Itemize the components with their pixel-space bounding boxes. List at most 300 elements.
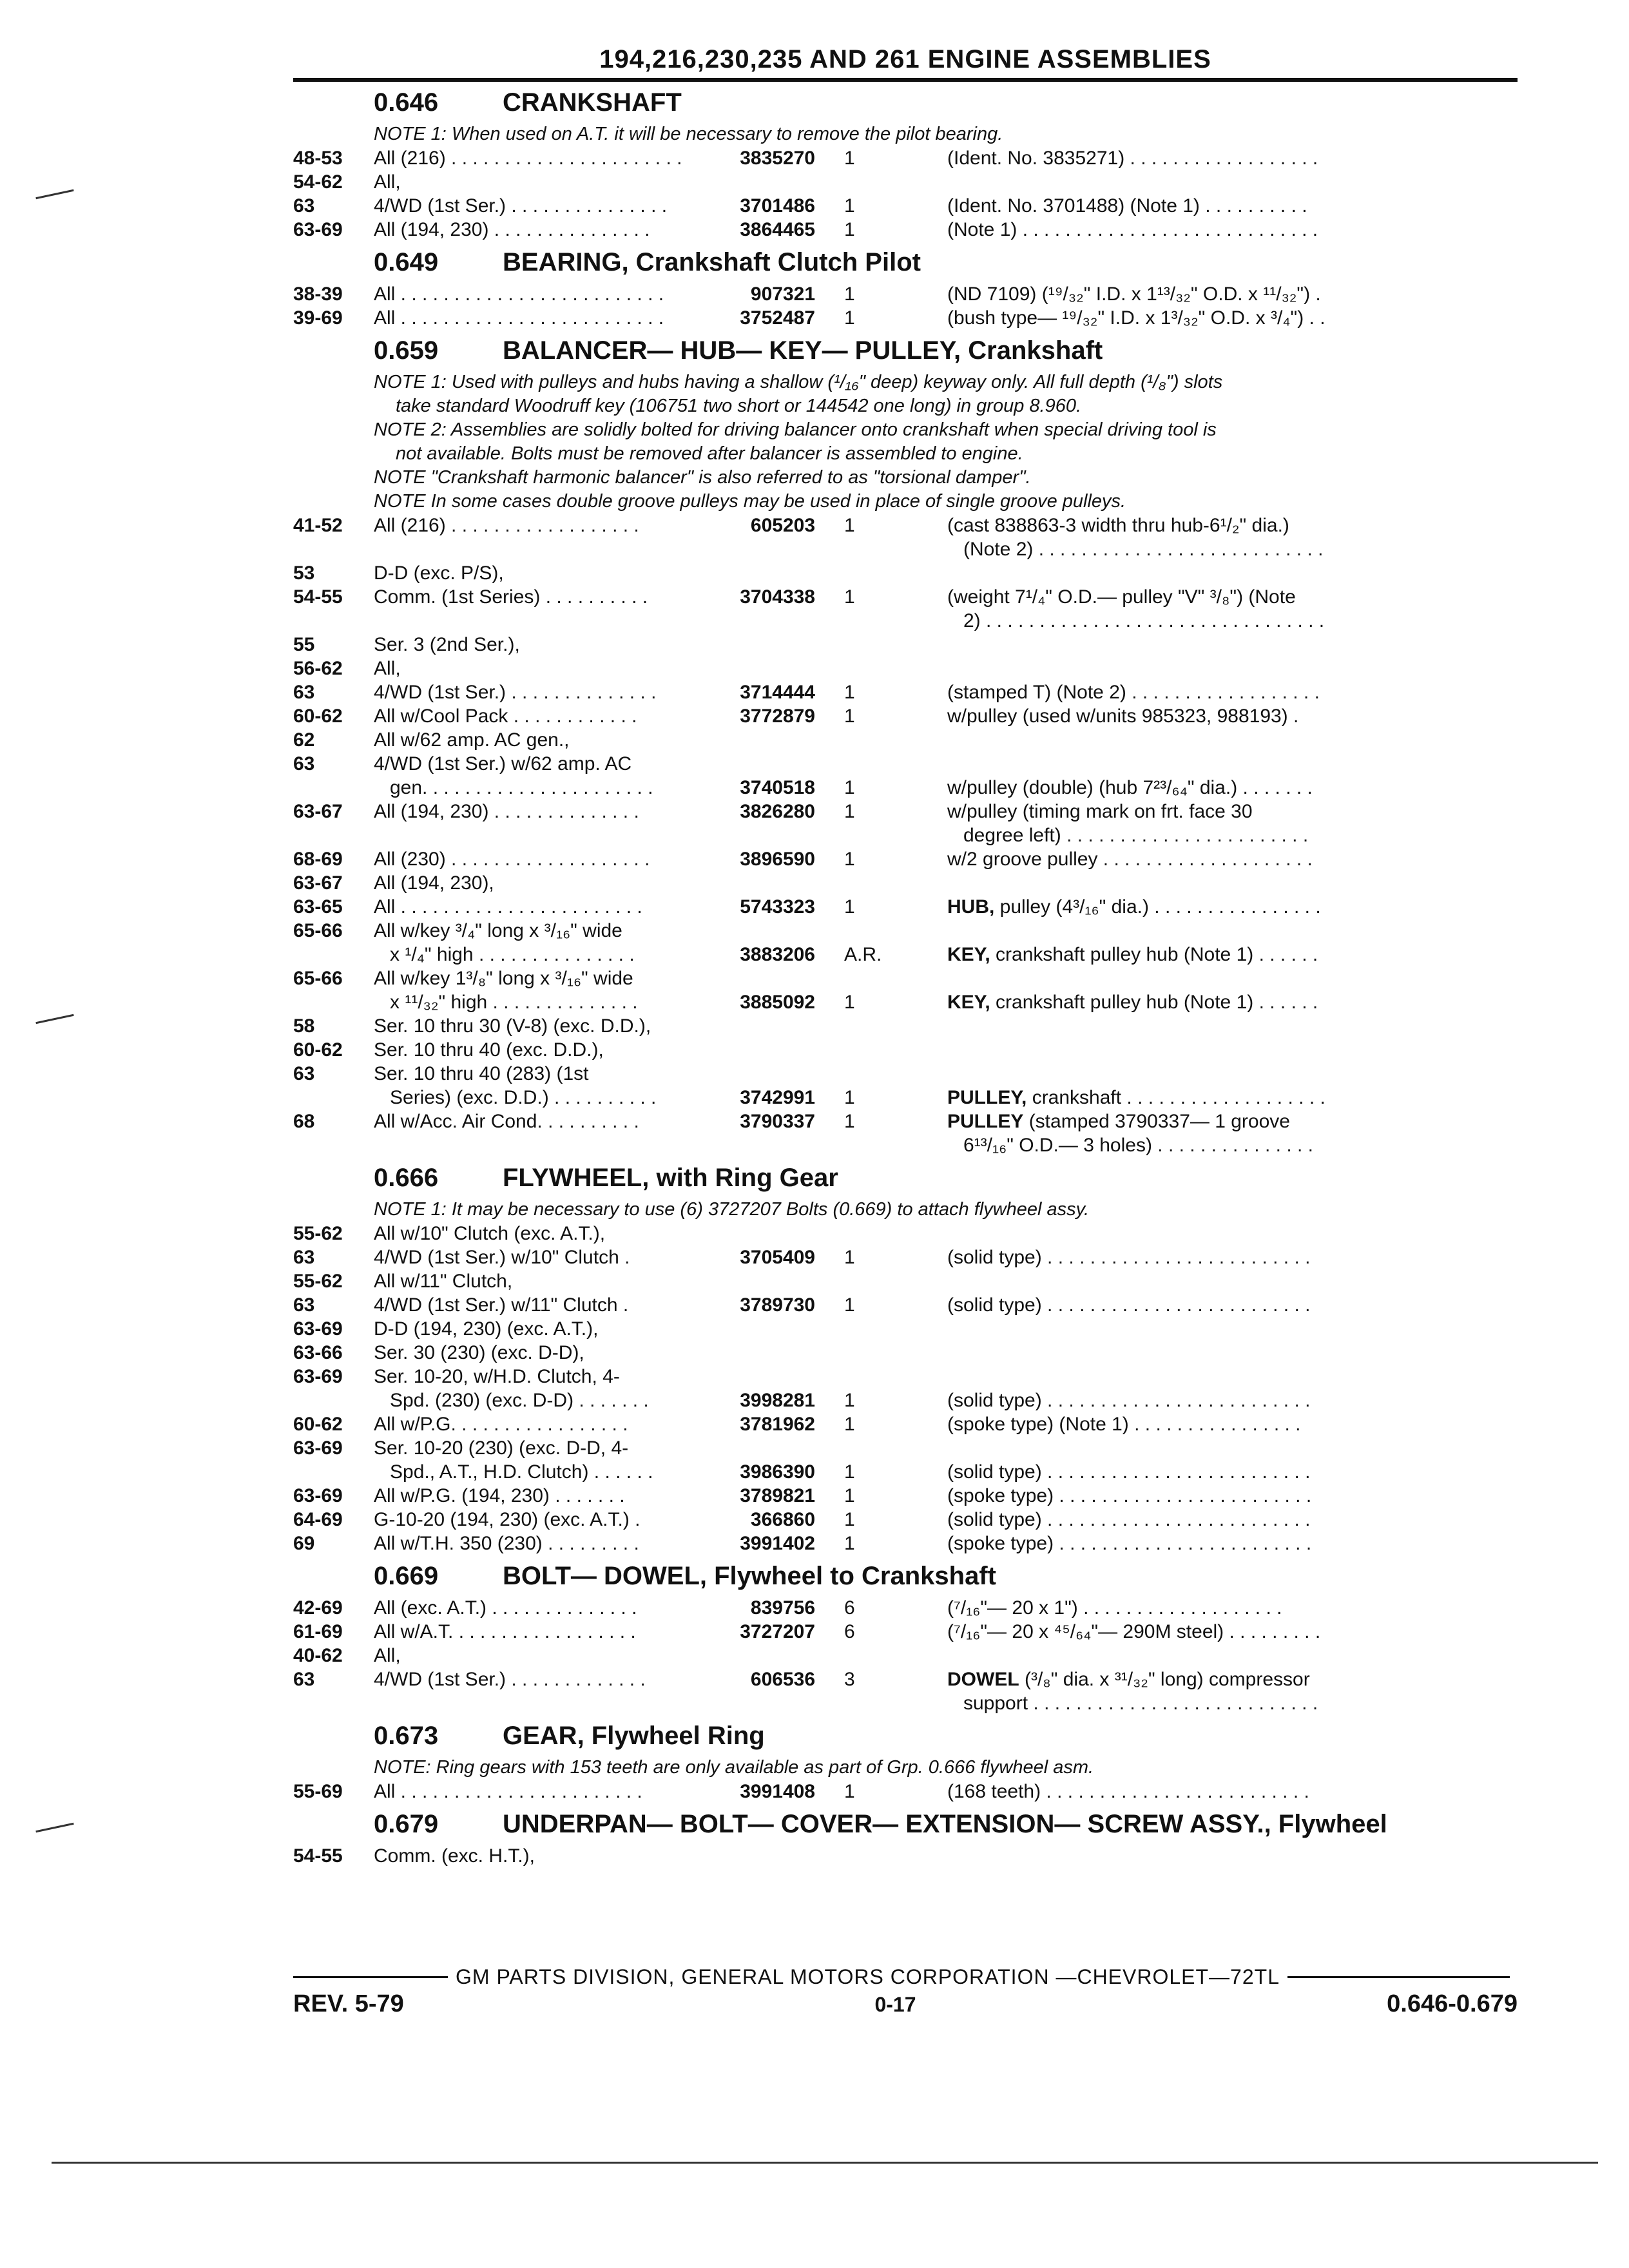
margin-mark <box>35 1823 73 1832</box>
section-0-669 <box>293 1562 1518 1715</box>
quantity <box>834 752 947 776</box>
scan-artifact-line <box>52 2162 1598 2164</box>
application-desc: x ¹¹/₃₂" high . . . . . . . . . . . . . . <box>390 992 638 1013</box>
remarks <box>947 146 1411 170</box>
remark-text: crankshaft . . . . . . . . . . . . . . . . . . . <box>1027 1087 1325 1108</box>
quantity <box>834 823 947 847</box>
quantity <box>834 1062 947 1086</box>
part-number <box>715 1014 834 1038</box>
section-title: BALANCER— HUB— KEY— PULLEY, Crankshaft <box>503 336 1103 365</box>
model-years: 63 <box>293 753 315 774</box>
quantity <box>834 1644 947 1667</box>
parts-row <box>293 1038 1518 1062</box>
quantity <box>834 1014 947 1038</box>
quantity: 1 <box>844 896 855 918</box>
remarks <box>947 1412 1411 1436</box>
part-number <box>715 1341 834 1365</box>
remark-text: 2) . . . . . . . . . . . . . . . . . . . . . . . . . . . . . . . . <box>963 610 1325 631</box>
parts-row <box>293 1484 1518 1508</box>
part-number <box>715 919 834 943</box>
quantity: 1 <box>844 219 855 240</box>
parts-row <box>293 990 1518 1014</box>
quantity: 1 <box>844 1485 855 1506</box>
remark-text: (cast 838863-3 width thru hub-6¹/₂" dia.) <box>947 515 1289 536</box>
quantity: 1 <box>844 801 855 822</box>
remarks <box>947 1644 1411 1667</box>
remark-text: (Ident. No. 3835271) . . . . . . . . . . . . . . . . . . <box>947 148 1318 169</box>
remarks <box>947 561 1411 585</box>
remarks <box>947 1780 1411 1803</box>
quantity: 6 <box>844 1621 855 1642</box>
remarks <box>947 728 1411 752</box>
section-notes <box>374 370 1521 514</box>
quantity: 1 <box>844 706 855 727</box>
section-title: BEARING, Crankshaft Clutch Pilot <box>503 248 921 276</box>
parts-row <box>293 1222 1518 1245</box>
model-years: 62 <box>293 729 315 751</box>
application-desc <box>374 823 715 847</box>
section-heading <box>374 248 1518 277</box>
parts-row <box>293 943 1518 966</box>
model-years: 68-69 <box>293 849 343 870</box>
application-desc: All w/P.G. (194, 230) . . . . . . . <box>374 1485 625 1506</box>
model-years: 63 <box>293 1669 315 1690</box>
application-desc: D-D (exc. P/S), <box>374 562 504 584</box>
quantity: 1 <box>844 682 855 703</box>
parts-row <box>293 871 1518 895</box>
remarks <box>947 609 1411 633</box>
application-desc: x ¹/₄" high . . . . . . . . . . . . . . . <box>390 944 635 965</box>
model-years: 54-55 <box>293 586 343 608</box>
application-desc: All, <box>374 1645 401 1666</box>
section-0-659 <box>293 336 1518 1157</box>
part-number: 3701486 <box>740 195 815 216</box>
remark-keyword: DOWEL <box>947 1669 1019 1690</box>
remarks <box>947 1365 1411 1389</box>
part-number <box>715 633 834 657</box>
quantity <box>834 1341 947 1365</box>
parts-row <box>293 561 1518 585</box>
part-number <box>715 728 834 752</box>
application-desc: All . . . . . . . . . . . . . . . . . . . . . . . <box>374 1781 642 1802</box>
model-years: 63 <box>293 1063 315 1084</box>
model-years: 54-62 <box>293 171 343 193</box>
application-desc <box>374 1133 715 1157</box>
part-number <box>715 609 834 633</box>
application-desc: Ser. 10 thru 30 (V-8) (exc. D.D.), <box>374 1015 651 1037</box>
remark-text: (⁷/₁₆"— 20 x ⁴⁵/₆₄"— 290M steel) . . . . . . . . . <box>947 1621 1321 1642</box>
application-desc: 4/WD (1st Ser.) . . . . . . . . . . . . . <box>374 1669 646 1690</box>
section-heading <box>374 1164 1518 1193</box>
remark-text: (stamped T) (Note 2) . . . . . . . . . . . . . . . . . . <box>947 682 1320 703</box>
parts-row <box>293 282 1518 306</box>
quantity <box>834 919 947 943</box>
quantity: 1 <box>844 992 855 1013</box>
remark-text: (Note 1) . . . . . . . . . . . . . . . . . . . . . . . . . . . . <box>947 219 1318 240</box>
remark-text: support . . . . . . . . . . . . . . . . . . . . . . . . . . . <box>963 1693 1318 1714</box>
quantity <box>834 728 947 752</box>
parts-row <box>293 1412 1518 1436</box>
model-years: 61-69 <box>293 1621 343 1642</box>
remarks <box>947 1014 1411 1038</box>
remarks <box>947 1484 1411 1508</box>
parts-row <box>293 218 1518 242</box>
application-desc: All . . . . . . . . . . . . . . . . . . . . . . . . . <box>374 307 664 329</box>
part-number: 3789730 <box>740 1294 815 1316</box>
model-years: 39-69 <box>293 307 343 329</box>
margin-mark <box>35 189 73 199</box>
parts-row <box>293 1245 1518 1269</box>
quantity <box>834 1222 947 1245</box>
section-heading <box>374 1562 1518 1591</box>
part-number <box>715 1222 834 1245</box>
quantity: 1 <box>844 307 855 329</box>
note-line: NOTE 1: When used on A.T. it will be necessary to remove the pilot bearing. <box>374 124 1003 144</box>
section-0-649 <box>293 248 1518 330</box>
part-number: 3752487 <box>740 307 815 329</box>
remarks <box>947 1844 1411 1868</box>
application-desc: All . . . . . . . . . . . . . . . . . . . . . . . <box>374 896 642 918</box>
parts-row <box>293 1365 1518 1389</box>
section-heading <box>374 1810 1518 1839</box>
remark-text: (solid type) . . . . . . . . . . . . . . . . . . . . . . . . . <box>947 1461 1311 1483</box>
remarks <box>947 1317 1411 1341</box>
model-years: 38-39 <box>293 284 343 305</box>
model-years: 63 <box>293 682 315 703</box>
quantity: 1 <box>844 1111 855 1132</box>
parts-row <box>293 1460 1518 1484</box>
application-desc: Spd. (230) (exc. D-D) . . . . . . . <box>390 1390 649 1411</box>
remark-keyword: KEY, <box>947 992 990 1013</box>
remarks <box>947 537 1411 561</box>
footer-page-number: 0-17 <box>874 1993 916 2016</box>
section-number: 0.673 <box>374 1722 439 1750</box>
part-number <box>715 561 834 585</box>
parts-row <box>293 146 1518 170</box>
section-0-666 <box>293 1164 1518 1555</box>
part-number: 3885092 <box>740 992 815 1013</box>
part-number <box>715 1269 834 1293</box>
parts-row <box>293 657 1518 680</box>
model-years: 63-69 <box>293 1366 343 1387</box>
remark-text: (stamped 3790337— 1 groove <box>1023 1111 1290 1132</box>
model-years: 65-66 <box>293 920 343 941</box>
part-number: 3864465 <box>740 219 815 240</box>
remarks <box>947 1341 1411 1365</box>
quantity: A.R. <box>844 944 882 965</box>
remarks <box>947 752 1411 776</box>
parts-row <box>293 847 1518 871</box>
parts-row <box>293 966 1518 990</box>
application-desc: All . . . . . . . . . . . . . . . . . . . . . . . . . <box>374 284 664 305</box>
quantity <box>834 1269 947 1293</box>
margin-mark <box>35 1014 73 1024</box>
parts-row <box>293 1644 1518 1667</box>
application-desc: Ser. 3 (2nd Ser.), <box>374 634 520 655</box>
remarks <box>947 1620 1411 1644</box>
footer-publisher: GM PARTS DIVISION, GENERAL MOTORS CORPORATION —CHEVROLET—72TL <box>456 1965 1280 1988</box>
application-desc: All w/Acc. Air Cond. . . . . . . . . . <box>374 1111 639 1132</box>
parts-row <box>293 776 1518 800</box>
section-0-673 <box>293 1722 1518 1803</box>
application-desc: Series) (exc. D.D.) . . . . . . . . . . <box>390 1087 657 1108</box>
parts-row <box>293 633 1518 657</box>
model-years: 63 <box>293 195 315 216</box>
quantity <box>834 1691 947 1715</box>
parts-row <box>293 585 1518 609</box>
footer-bottom <box>293 1990 1518 2018</box>
parts-row <box>293 514 1518 537</box>
application-desc: D-D (194, 230) (exc. A.T.), <box>374 1318 599 1340</box>
part-number: 3998281 <box>740 1390 815 1411</box>
remark-text: (solid type) . . . . . . . . . . . . . . . . . . . . . . . . . <box>947 1294 1311 1316</box>
part-number: 3781962 <box>740 1414 815 1435</box>
quantity <box>834 1436 947 1460</box>
note-line: NOTE In some cases double groove pulleys may be used in place of single groove pulleys. <box>374 491 1126 512</box>
application-desc: All, <box>374 171 401 193</box>
quantity: 1 <box>844 777 855 798</box>
remark-text: (weight 7¹/₄" O.D.— pulley "V" ³/₈") (Note <box>947 586 1296 608</box>
part-number: 839756 <box>750 1597 815 1619</box>
model-years: 63-67 <box>293 801 343 822</box>
model-years: 42-69 <box>293 1597 343 1619</box>
section-title: CRANKSHAFT <box>503 88 682 117</box>
application-desc: Ser. 10-20, w/H.D. Clutch, 4- <box>374 1366 620 1387</box>
application-desc: All w/A.T. . . . . . . . . . . . . . . . . . <box>374 1621 636 1642</box>
section-heading <box>374 336 1518 365</box>
remark-text: crankshaft pulley hub (Note 1) . . . . . . <box>990 992 1318 1013</box>
application-desc: All (exc. A.T.) . . . . . . . . . . . . . . <box>374 1597 637 1619</box>
remarks <box>947 1293 1411 1317</box>
remarks <box>947 943 1411 966</box>
remarks <box>947 966 1411 990</box>
part-number: 3790337 <box>740 1111 815 1132</box>
remarks <box>947 919 1411 943</box>
quantity <box>834 657 947 680</box>
part-number <box>715 1436 834 1460</box>
parts-row <box>293 1596 1518 1620</box>
quantity: 1 <box>844 1781 855 1802</box>
part-number: 3740518 <box>740 777 815 798</box>
quantity <box>834 871 947 895</box>
quantity: 1 <box>844 284 855 305</box>
parts-row <box>293 1133 1518 1157</box>
model-years: 63-65 <box>293 896 343 918</box>
application-desc: All w/62 amp. AC gen., <box>374 729 570 751</box>
quantity <box>834 1365 947 1389</box>
footer-publisher-line <box>293 1965 1518 1989</box>
part-number: 3772879 <box>740 706 815 727</box>
part-number <box>715 966 834 990</box>
application-desc: Ser. 10-20 (230) (exc. D-D, 4- <box>374 1437 629 1459</box>
remarks <box>947 306 1411 330</box>
part-number: 3986390 <box>740 1461 815 1483</box>
section-title: FLYWHEEL, with Ring Gear <box>503 1164 838 1192</box>
model-years: 63-69 <box>293 1437 343 1459</box>
part-number: 605203 <box>750 515 815 536</box>
section-number: 0.646 <box>374 88 439 117</box>
part-number <box>715 657 834 680</box>
remarks <box>947 1245 1411 1269</box>
model-years: 55 <box>293 634 315 655</box>
application-desc <box>374 537 715 561</box>
remark-keyword: PULLEY, <box>947 1087 1027 1108</box>
application-desc: All w/key 1³/₈" long x ³/₁₆" wide <box>374 968 633 989</box>
model-years: 65-66 <box>293 968 343 989</box>
model-years: 48-53 <box>293 148 343 169</box>
part-number <box>715 170 834 194</box>
quantity: 1 <box>844 1414 855 1435</box>
quantity <box>834 609 947 633</box>
application-desc: All w/T.H. 350 (230) . . . . . . . . . <box>374 1533 639 1554</box>
model-years: 54-55 <box>293 1845 343 1867</box>
parts-row <box>293 680 1518 704</box>
parts-row <box>293 823 1518 847</box>
application-desc: All, <box>374 658 401 679</box>
part-number <box>715 752 834 776</box>
parts-row <box>293 537 1518 561</box>
remarks <box>947 657 1411 680</box>
quantity: 1 <box>844 1533 855 1554</box>
quantity <box>834 170 947 194</box>
remarks <box>947 1532 1411 1555</box>
remarks <box>947 895 1411 919</box>
application-desc: All (194, 230) . . . . . . . . . . . . . . <box>374 801 639 822</box>
section-number: 0.666 <box>374 1164 439 1192</box>
remark-text: (solid type) . . . . . . . . . . . . . . . . . . . . . . . . . <box>947 1509 1311 1530</box>
section-0-679 <box>293 1810 1518 1868</box>
part-number: 606536 <box>750 1669 815 1690</box>
parts-row <box>293 728 1518 752</box>
quantity <box>834 537 947 561</box>
remarks <box>947 1596 1411 1620</box>
remark-text: (ND 7109) (¹⁹/₃₂" I.D. x 1¹³/₃₂" O.D. x ¹¹/₃₂") . <box>947 284 1321 305</box>
application-desc: 4/WD (1st Ser.) . . . . . . . . . . . . . . . <box>374 195 668 216</box>
quantity: 1 <box>844 586 855 608</box>
parts-row <box>293 1293 1518 1317</box>
part-number: 5743323 <box>740 896 815 918</box>
quantity <box>834 561 947 585</box>
application-desc: All (216) . . . . . . . . . . . . . . . . . . . . . . <box>374 148 682 169</box>
remarks <box>947 1133 1411 1157</box>
remarks <box>947 1269 1411 1293</box>
section-notes <box>374 122 1521 146</box>
application-desc: Ser. 30 (230) (exc. D-D), <box>374 1342 584 1363</box>
part-number: 907321 <box>750 284 815 305</box>
part-number <box>715 823 834 847</box>
remarks <box>947 282 1411 306</box>
quantity: 1 <box>844 1087 855 1108</box>
catalog-page <box>293 45 1518 1868</box>
part-number <box>715 1317 834 1341</box>
application-desc: Comm. (1st Series) . . . . . . . . . . <box>374 586 648 608</box>
quantity: 1 <box>844 195 855 216</box>
parts-row <box>293 1014 1518 1038</box>
application-desc: 4/WD (1st Ser.) w/10" Clutch . <box>374 1247 630 1268</box>
section-title: GEAR, Flywheel Ring <box>503 1722 765 1750</box>
note-line: NOTE 2: Assemblies are solidly bolted for driving balancer onto crankshaft when special driving tool is <box>374 419 1217 440</box>
note-line: take standard Woodruff key (106751 two short or 144542 one long) in group 8.960. <box>396 396 1082 416</box>
note-line: NOTE: Ring gears with 153 teeth are only available as part of Grp. 0.666 flywheel asm. <box>374 1757 1094 1778</box>
footer-rule-right <box>1287 1976 1510 1978</box>
remarks <box>947 1460 1411 1484</box>
model-years: 53 <box>293 562 315 584</box>
remarks <box>947 823 1411 847</box>
part-number <box>715 871 834 895</box>
quantity: 3 <box>844 1669 855 1690</box>
remarks <box>947 1508 1411 1532</box>
parts-row <box>293 800 1518 823</box>
parts-row <box>293 919 1518 943</box>
part-number <box>715 1691 834 1715</box>
part-number: 3826280 <box>740 801 815 822</box>
parts-row <box>293 1844 1518 1868</box>
parts-row <box>293 609 1518 633</box>
application-desc: All (230) . . . . . . . . . . . . . . . . . . . <box>374 849 650 870</box>
application-desc: Spd., A.T., H.D. Clutch) . . . . . . <box>390 1461 653 1483</box>
remark-text: w/pulley (double) (hub 7²³/₆₄" dia.) . . . . . . . <box>947 777 1313 798</box>
model-years: 63-69 <box>293 1318 343 1340</box>
model-years: 60-62 <box>293 1414 343 1435</box>
model-years: 68 <box>293 1111 315 1132</box>
remarks <box>947 1389 1411 1412</box>
section-number: 0.659 <box>374 336 439 365</box>
remarks <box>947 847 1411 871</box>
remark-text: (³/₈" dia. x ³¹/₃₂" long) compressor <box>1019 1669 1310 1690</box>
part-number: 3704338 <box>740 586 815 608</box>
remarks <box>947 990 1411 1014</box>
part-number: 366860 <box>750 1509 815 1530</box>
application-desc: Comm. (exc. H.T.), <box>374 1845 535 1867</box>
remark-keyword: KEY, <box>947 944 990 965</box>
application-desc: All w/10" Clutch (exc. A.T.), <box>374 1223 606 1244</box>
quantity: 1 <box>844 1509 855 1530</box>
remark-text: degree left) . . . . . . . . . . . . . . . . . . . . . . . <box>963 825 1309 846</box>
parts-row <box>293 895 1518 919</box>
remark-text: (spoke type) (Note 1) . . . . . . . . . . . . . . . . <box>947 1414 1301 1435</box>
remarks <box>947 776 1411 800</box>
model-years: 40-62 <box>293 1645 343 1666</box>
model-years: 56-62 <box>293 658 343 679</box>
parts-row <box>293 1620 1518 1644</box>
remark-text: pulley (4³/₁₆" dia.) . . . . . . . . . . . . . . . . <box>994 896 1321 918</box>
remarks <box>947 1110 1411 1133</box>
remarks <box>947 633 1411 657</box>
section-title: BOLT— DOWEL, Flywheel to Crankshaft <box>503 1562 996 1590</box>
remark-text: crankshaft pulley hub (Note 1) . . . . . . <box>990 944 1318 965</box>
parts-row <box>293 194 1518 218</box>
application-desc: gen. . . . . . . . . . . . . . . . . . . . . . <box>390 777 653 798</box>
page-header-title: 194,216,230,235 AND 261 ENGINE ASSEMBLIES <box>599 45 1211 73</box>
note-line: NOTE 1: It may be necessary to use (6) 3727207 Bolts (0.669) to attach flywheel assy. <box>374 1199 1090 1220</box>
remarks <box>947 1436 1411 1460</box>
model-years: 64-69 <box>293 1509 343 1530</box>
model-years: 63 <box>293 1294 315 1316</box>
remark-text: (168 teeth) . . . . . . . . . . . . . . . . . . . . . . . . . <box>947 1781 1309 1802</box>
part-number: 3705409 <box>740 1247 815 1268</box>
application-desc: Ser. 10 thru 40 (exc. D.D.), <box>374 1039 604 1061</box>
application-desc: Ser. 10 thru 40 (283) (1st <box>374 1063 589 1084</box>
parts-row <box>293 1436 1518 1460</box>
quantity <box>834 1038 947 1062</box>
quantity <box>834 966 947 990</box>
model-years: 63-69 <box>293 1485 343 1506</box>
parts-row <box>293 704 1518 728</box>
remarks <box>947 704 1411 728</box>
note-line: NOTE 1: Used with pulleys and hubs having a shallow (¹/₁₆" deep) keyway only. All full depth (¹/₈") slots <box>374 372 1223 392</box>
quantity: 6 <box>844 1597 855 1619</box>
application-desc: All w/key ³/₄" long x ³/₁₆" wide <box>374 920 622 941</box>
